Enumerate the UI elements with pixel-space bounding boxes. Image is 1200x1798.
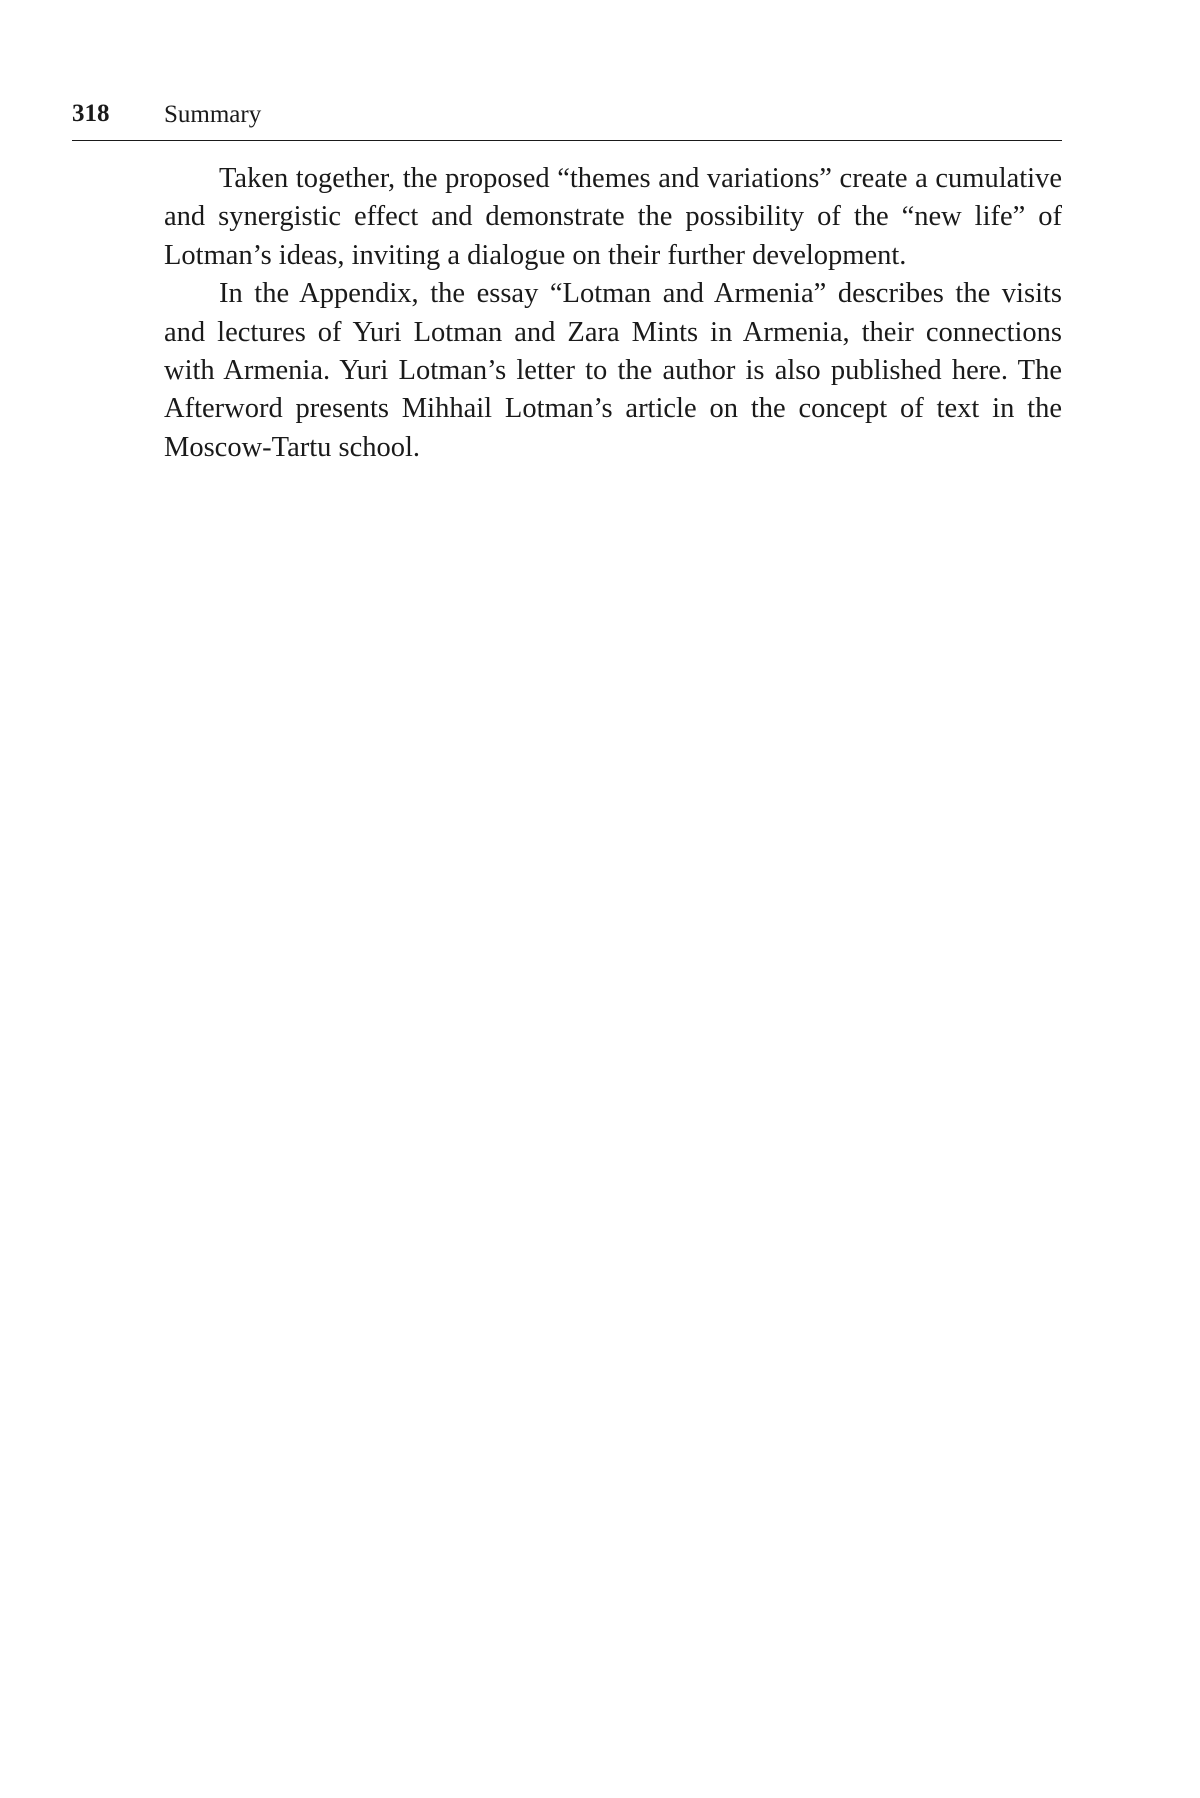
section-title: Summary bbox=[164, 101, 262, 128]
page-number: 318 bbox=[72, 100, 110, 127]
running-head bbox=[72, 96, 1062, 141]
paragraph: In the Appendix, the essay “Lotman and Armenia” describes the visits and lectures of Yuri Lotman and Zara Mints in Armenia, their connections with Armenia. Yuri Lotman’s letter to the author is also published here. The Afterword presents Mihhail Lotman’s article on the concept of text in the Moscow-Tartu school. bbox=[164, 278, 1062, 463]
paragraph: Taken together, the proposed “themes and variations” create a cumulative and synergistic effect and demonstrate the possibility of the “new life” of Lotman’s ideas, inviting a dialogue on their further development. bbox=[164, 163, 1062, 271]
body-text bbox=[164, 160, 1062, 467]
